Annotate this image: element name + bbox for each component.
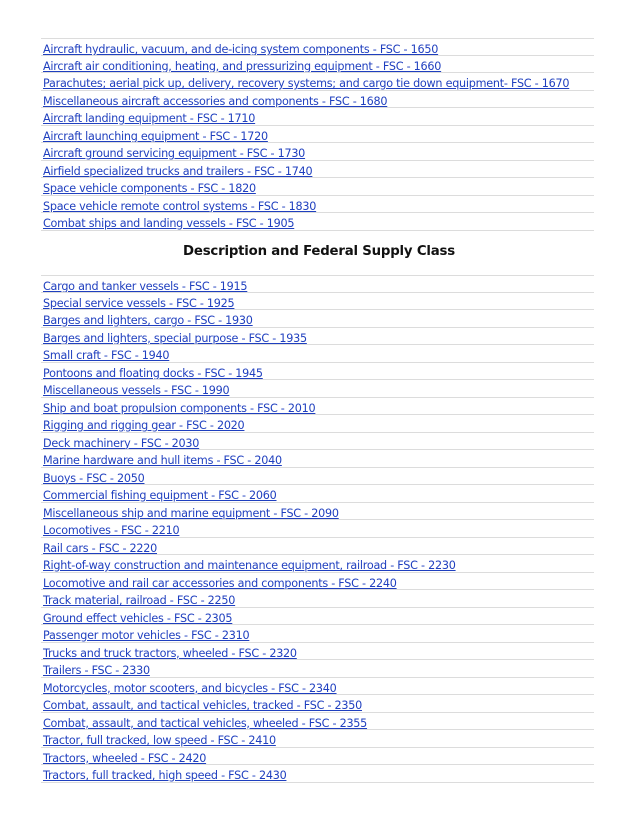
fsc-link-list-top: [41, 38, 594, 231]
fsc-link[interactable]: Rail cars - FSC - 2220: [43, 541, 158, 555]
fsc-link[interactable]: Passenger motor vehicles - FSC - 2310: [43, 629, 250, 642]
fsc-link[interactable]: Small craft - FSC - 1940: [43, 349, 170, 362]
list-item: [41, 765, 594, 783]
fsc-link[interactable]: Right-of-way construction and maintenance equipment, railroad - FSC - 2230: [43, 559, 456, 572]
list-item: [41, 363, 594, 381]
fsc-link[interactable]: Buoys - FSC - 2050: [43, 471, 145, 485]
fsc-link[interactable]: Combat, assault, and tactical vehicles, wheeled - FSC - 2355: [43, 716, 368, 730]
list-item: [41, 345, 594, 363]
fsc-link[interactable]: Parachutes; aerial pick up, delivery, recovery systems; and cargo tie down equipment- FSC - 1670: [43, 77, 570, 90]
list-item: [41, 126, 594, 144]
fsc-link[interactable]: Special service vessels - FSC - 1925: [43, 296, 235, 310]
fsc-link[interactable]: Pontoons and floating docks - FSC - 1945: [43, 366, 263, 380]
list-item: [41, 485, 594, 503]
list-item: [41, 678, 594, 696]
fsc-link[interactable]: Marine hardware and hull items - FSC - 2040: [43, 454, 282, 467]
fsc-link[interactable]: Locomotives - FSC - 2210: [43, 524, 180, 537]
list-item: [41, 730, 594, 748]
fsc-link[interactable]: Space vehicle components - FSC - 1820: [43, 182, 256, 195]
fsc-link[interactable]: Trucks and truck tractors, wheeled - FSC - 2320: [43, 646, 297, 660]
list-item: [41, 415, 594, 433]
fsc-link[interactable]: Miscellaneous aircraft accessories and components - FSC - 1680: [43, 94, 388, 108]
fsc-link[interactable]: Aircraft air conditioning, heating, and pressurizing equipment - FSC - 1660: [43, 59, 442, 73]
list-item: [41, 433, 594, 451]
fsc-link[interactable]: Deck machinery - FSC - 2030: [43, 436, 200, 450]
list-item: [41, 310, 594, 328]
fsc-link[interactable]: Miscellaneous vessels - FSC - 1990: [43, 384, 230, 397]
list-item: [41, 398, 594, 416]
fsc-link[interactable]: Ship and boat propulsion components - FSC - 2010: [43, 401, 316, 415]
fsc-link[interactable]: Ground effect vehicles - FSC - 2305: [43, 611, 233, 625]
fsc-link-list-bottom: [41, 275, 594, 783]
fsc-link[interactable]: Space vehicle remote control systems - FSC - 1830: [43, 199, 317, 213]
list-item: [41, 91, 594, 109]
list-item: [41, 538, 594, 556]
list-item: [41, 695, 594, 713]
fsc-link[interactable]: Barges and lighters, cargo - FSC - 1930: [43, 314, 253, 327]
fsc-link[interactable]: Aircraft landing equipment - FSC - 1710: [43, 112, 256, 125]
fsc-link[interactable]: Locomotive and rail car accessories and components - FSC - 2240: [43, 576, 397, 590]
list-item: [41, 196, 594, 214]
fsc-link[interactable]: Airfield specialized trucks and trailers - FSC - 1740: [43, 164, 313, 178]
fsc-link[interactable]: Commercial fishing equipment - FSC - 2060: [43, 489, 277, 502]
fsc-link[interactable]: Aircraft hydraulic, vacuum, and de-icing system components - FSC - 1650: [43, 43, 439, 56]
fsc-link[interactable]: Combat ships and landing vessels - FSC - 1905: [43, 217, 295, 230]
list-item: [41, 573, 594, 591]
fsc-link[interactable]: Tractors, full tracked, high speed - FSC - 2430: [43, 769, 287, 782]
fsc-link[interactable]: Barges and lighters, special purpose - FSC - 1935: [43, 331, 307, 345]
list-item: [41, 73, 594, 91]
list-item: [41, 450, 594, 468]
list-item: [41, 275, 594, 293]
list-item: [41, 56, 594, 74]
fsc-link[interactable]: Miscellaneous ship and marine equipment - FSC - 2090: [43, 506, 339, 520]
list-item: [41, 503, 594, 521]
list-item: [41, 380, 594, 398]
list-item: [41, 748, 594, 766]
list-item: [41, 328, 594, 346]
fsc-link[interactable]: Motorcycles, motor scooters, and bicycles - FSC - 2340: [43, 681, 337, 695]
list-item: [41, 468, 594, 486]
list-item: [41, 625, 594, 643]
fsc-link[interactable]: Rigging and rigging gear - FSC - 2020: [43, 419, 245, 432]
list-item: [41, 520, 594, 538]
list-item: [41, 161, 594, 179]
fsc-link[interactable]: Trailers - FSC - 2330: [43, 664, 150, 677]
list-item: [41, 178, 594, 196]
list-item: [41, 590, 594, 608]
fsc-link[interactable]: Cargo and tanker vessels - FSC - 1915: [43, 280, 248, 293]
fsc-link[interactable]: Tractors, wheeled - FSC - 2420: [43, 751, 207, 765]
list-item: [41, 643, 594, 661]
fsc-link[interactable]: Track material, railroad - FSC - 2250: [43, 594, 236, 607]
fsc-link[interactable]: Tractor, full tracked, low speed - FSC - 2410: [43, 734, 276, 747]
list-item: [41, 713, 594, 731]
list-item: [41, 108, 594, 126]
list-item: [41, 555, 594, 573]
section-heading: Description and Federal Supply Class: [183, 244, 455, 259]
list-item: [41, 38, 594, 56]
list-item: [41, 213, 594, 231]
fsc-link[interactable]: Aircraft launching equipment - FSC - 1720: [43, 129, 268, 143]
list-item: [41, 143, 594, 161]
list-item: [41, 608, 594, 626]
list-item: [41, 293, 594, 311]
list-item: [41, 660, 594, 678]
fsc-link[interactable]: Aircraft ground servicing equipment - FSC - 1730: [43, 147, 306, 160]
fsc-link[interactable]: Combat, assault, and tactical vehicles, tracked - FSC - 2350: [43, 699, 363, 712]
